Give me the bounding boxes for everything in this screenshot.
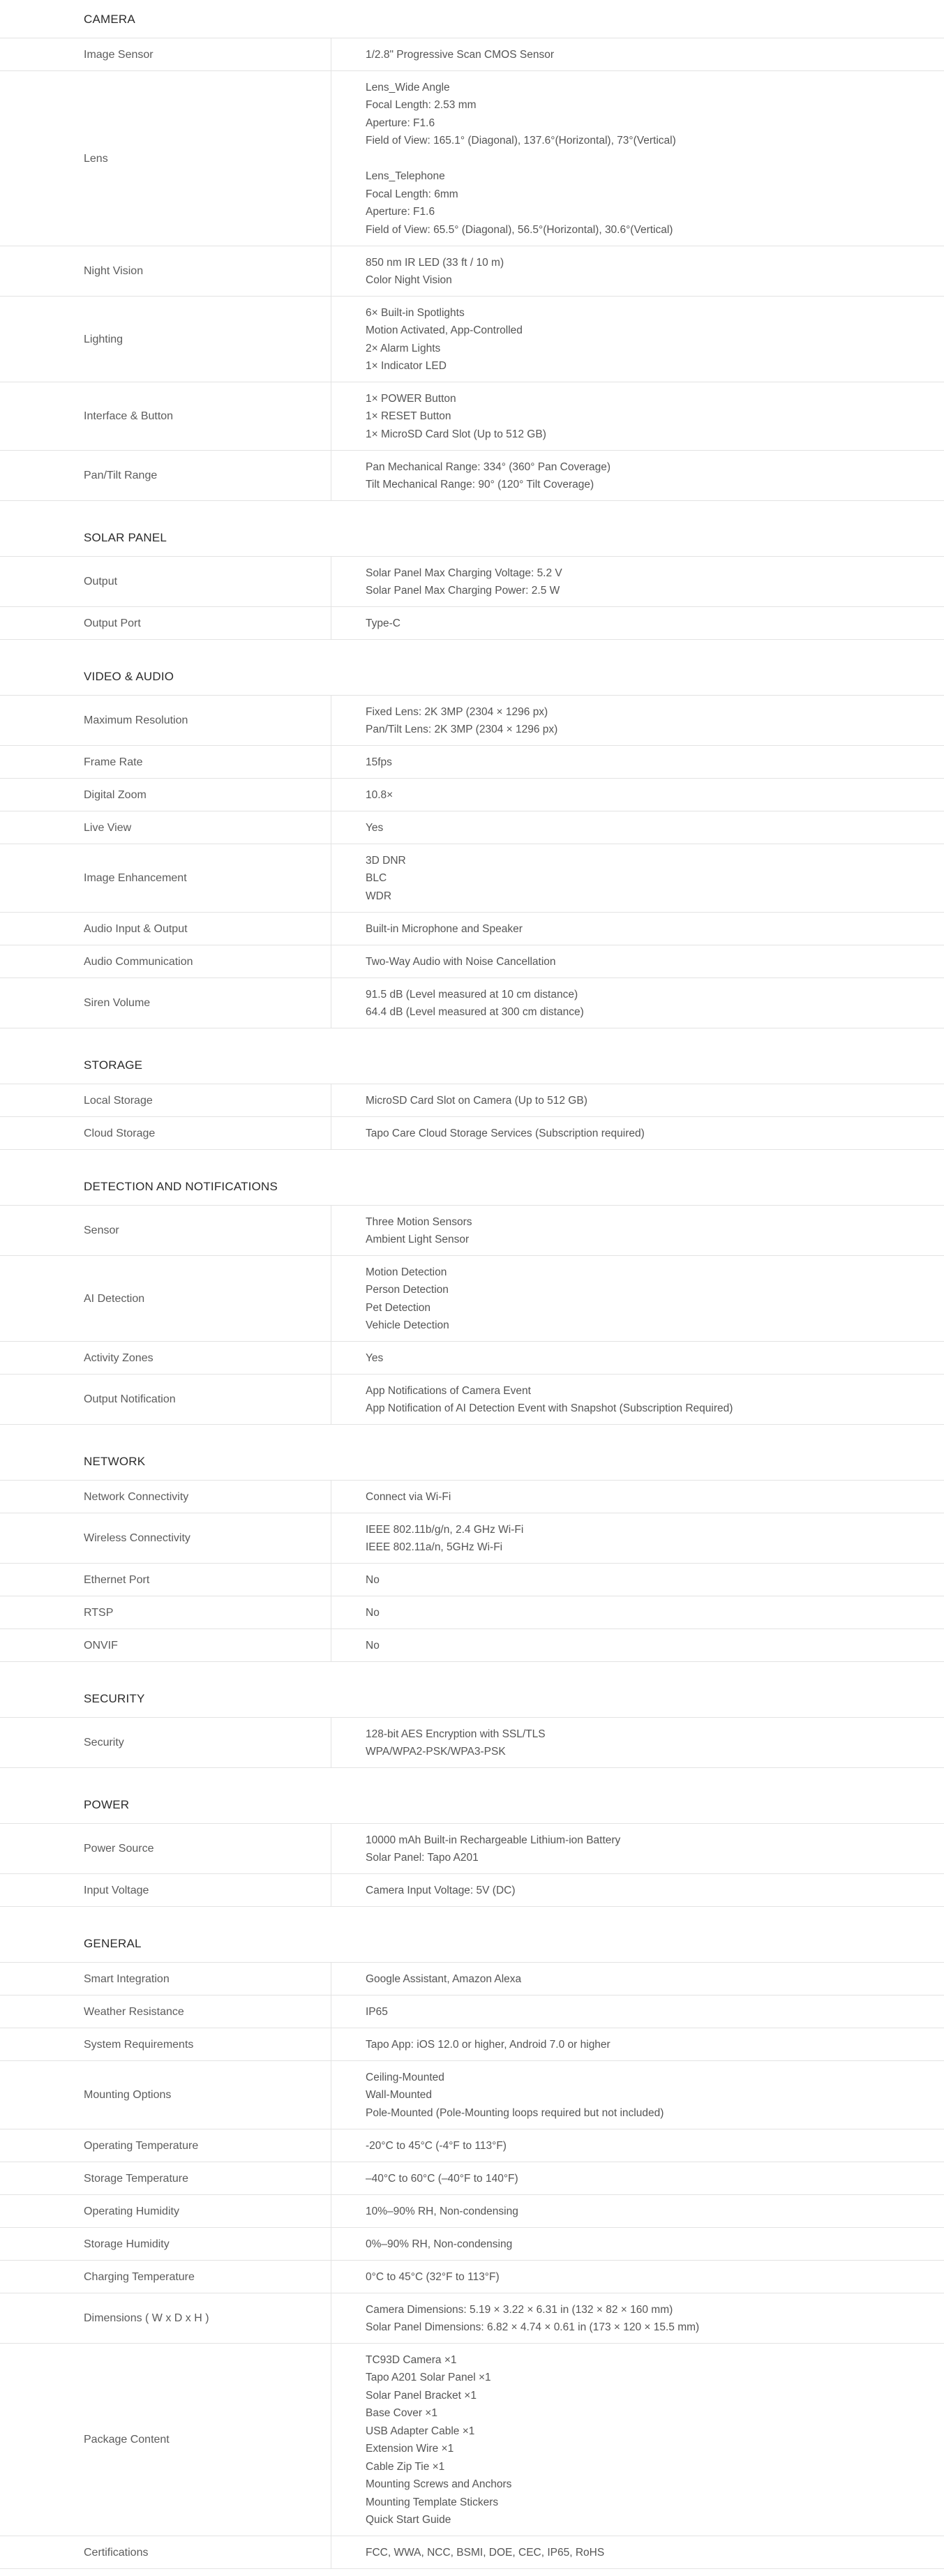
spec-label: Operating Temperature <box>84 2139 199 2152</box>
spec-label: Power Source <box>84 1843 154 1855</box>
spec-value-line: Focal Length: 6mm <box>366 188 458 200</box>
spec-value-line: IEEE 802.11b/g/n, 2.4 GHz Wi-Fi <box>366 1523 524 1536</box>
spec-value-line: 1× RESET Button <box>366 410 451 423</box>
section-header <box>0 640 944 696</box>
spec-value-line: TC93D Camera ×1 <box>366 2353 457 2366</box>
spec-value <box>366 2536 924 2569</box>
spec-value-line: USB Adapter Cable ×1 <box>366 2425 475 2437</box>
spec-value <box>366 1513 924 1564</box>
spec-value <box>366 1963 924 1995</box>
spec-value-line: Ambient Light Sensor <box>366 1234 470 1245</box>
spec-value <box>366 2162 924 2195</box>
spec-row <box>0 2028 944 2061</box>
spec-value-line: Three Motion Sensors <box>366 1215 472 1228</box>
section-header <box>0 1662 944 1718</box>
spec-row <box>0 2344 944 2536</box>
spec-label: Security <box>84 1737 124 1748</box>
spec-value-line: Two-Way Audio with Noise Cancellation <box>366 955 556 968</box>
spec-label: Sensor <box>84 1225 119 1236</box>
spec-row <box>0 945 944 978</box>
spec-value <box>366 2028 924 2061</box>
spec-value <box>366 2293 924 2344</box>
spec-label: Dimensions ( W x D x H ) <box>84 2312 209 2324</box>
spec-label: Audio Input & Output <box>84 922 188 935</box>
spec-value <box>366 1824 924 1874</box>
spec-row <box>0 1629 944 1662</box>
spec-value <box>366 1084 924 1117</box>
spec-value <box>366 696 924 746</box>
section-header <box>0 1425 944 1481</box>
spec-value <box>366 2129 924 2162</box>
spec-value-line: Color Night Vision <box>366 274 452 286</box>
spec-label: Input Voltage <box>84 1884 149 1896</box>
spec-row <box>0 607 944 640</box>
spec-label: Weather Resistance <box>84 2005 184 2018</box>
spec-value <box>366 779 924 811</box>
section-title: STORAGE <box>84 1058 143 1072</box>
spec-row <box>0 1375 944 1425</box>
spec-value <box>366 382 924 451</box>
spec-value-line: Base Cover ×1 <box>366 2407 437 2419</box>
spec-label: Digital Zoom <box>84 788 147 801</box>
spec-value-line: –40°C to 60°C (–40°F to 140°F) <box>366 2172 518 2185</box>
spec-row <box>0 1995 944 2028</box>
spec-row <box>0 1596 944 1629</box>
spec-value-line: Vehicle Detection <box>366 1319 449 1331</box>
spec-value-line: Fixed Lens: 2K 3MP (2304 × 1296 px) <box>366 705 548 718</box>
spec-value-line: 850 nm IR LED (33 ft / 10 m) <box>366 256 504 269</box>
spec-value-line: Tapo Care Cloud Storage Services (Subscription required) <box>366 1127 645 1139</box>
section-title: SOLAR PANEL <box>84 531 167 544</box>
spec-label: Operating Humidity <box>84 2205 179 2217</box>
spec-value-line: FCC, WWA, NCC, BSMI, DOE, CEC, IP65, RoHS <box>366 2546 605 2559</box>
spec-value-line: Focal Length: 2.53 mm <box>366 99 477 112</box>
section-header <box>0 0 944 38</box>
spec-value <box>366 1256 924 1342</box>
spec-value <box>366 1342 924 1375</box>
spec-row <box>0 2129 944 2162</box>
spec-value <box>366 1718 924 1768</box>
spec-value <box>366 978 924 1028</box>
spec-value <box>366 1564 924 1596</box>
spec-value <box>366 2228 924 2261</box>
spec-value-line: WDR <box>366 890 392 902</box>
spec-value <box>366 913 924 945</box>
spec-value-line: Field of View: 65.5° (Diagonal), 56.5°(Horizontal), 30.6°(Vertical) <box>366 223 673 236</box>
section-title: CAMERA <box>84 13 135 26</box>
spec-label: System Requirements <box>84 2038 194 2051</box>
spec-value-line: Tilt Mechanical Range: 90° (120° Tilt Coverage) <box>366 479 594 491</box>
spec-value-line: No <box>366 1639 380 1652</box>
spec-value-line: Mounting Screws and Anchors <box>366 2478 512 2490</box>
spec-value-line: Motion Activated, App-Controlled <box>366 324 523 336</box>
spec-value-line: Cable Zip Tie ×1 <box>366 2460 445 2473</box>
spec-label: Network Connectivity <box>84 1490 189 1503</box>
spec-row <box>0 913 944 945</box>
spec-row <box>0 1718 944 1768</box>
section-header <box>0 501 944 557</box>
spec-value <box>366 1874 924 1907</box>
spec-value <box>366 297 924 382</box>
spec-row <box>0 1824 944 1874</box>
spec-label: Activity Zones <box>84 1351 153 1364</box>
spec-row <box>0 2293 944 2344</box>
spec-value-line: Extension Wire ×1 <box>366 2443 454 2455</box>
spec-value-line: Motion Detection <box>366 1266 447 1278</box>
spec-row <box>0 2162 944 2195</box>
spec-label: Night Vision <box>84 265 144 277</box>
spec-value-line: Pan/Tilt Lens: 2K 3MP (2304 × 1296 px) <box>366 724 558 735</box>
section-title: NETWORK <box>84 1455 146 1468</box>
spec-row <box>0 71 944 246</box>
spec-label: Siren Volume <box>84 997 151 1009</box>
spec-value-line: 1× Indicator LED <box>366 360 447 372</box>
spec-value-line: Tapo A201 Solar Panel ×1 <box>366 2372 491 2383</box>
spec-label: ONVIF <box>84 1639 118 1652</box>
spec-value-line: No <box>366 1573 380 1586</box>
spec-value-line: 64.4 dB (Level measured at 300 cm distance) <box>366 1006 584 1018</box>
spec-value-line: WPA/WPA2-PSK/WPA3-PSK <box>366 1746 506 1758</box>
spec-value-line: Yes <box>366 1351 384 1364</box>
spec-value-line: Tapo App: iOS 12.0 or higher, Android 7.0 or higher <box>366 2038 610 2051</box>
spec-value-line: 1× MicroSD Card Slot (Up to 512 GB) <box>366 428 546 440</box>
spec-value <box>366 2344 924 2536</box>
spec-value <box>366 607 924 640</box>
spec-label: Output <box>84 576 118 587</box>
spec-value-line: 3D DNR <box>366 854 406 867</box>
spec-value-line: Lens_Wide Angle <box>366 81 450 93</box>
spec-value-line: Ceiling-Mounted <box>366 2071 444 2083</box>
spec-row <box>0 1564 944 1596</box>
spec-value <box>366 1596 924 1629</box>
spec-label: RTSP <box>84 1606 114 1619</box>
spec-value-line: Quick Start Guide <box>366 2514 451 2526</box>
spec-value-line: No <box>366 1606 380 1619</box>
spec-value <box>366 38 924 71</box>
spec-row <box>0 2536 944 2569</box>
spec-row <box>0 1342 944 1375</box>
spec-row <box>0 382 944 451</box>
spec-value-line: 128-bit AES Encryption with SSL/TLS <box>366 1728 546 1740</box>
spec-row <box>0 451 944 501</box>
spec-value-line: Pole-Mounted (Pole-Mounting loops required but not included) <box>366 2106 664 2119</box>
spec-label: Ethernet Port <box>84 1573 150 1586</box>
spec-label: Local Storage <box>84 1094 153 1107</box>
spec-value-line: Pan Mechanical Range: 334° (360° Pan Coverage) <box>366 460 611 473</box>
spec-label: Lens <box>84 152 108 165</box>
spec-value-line: Aperture: F1.6 <box>366 117 435 129</box>
spec-value-line: IEEE 802.11a/n, 5GHz Wi-Fi <box>366 1541 503 1553</box>
spec-value-line: Type-C <box>366 617 400 629</box>
section-title: DETECTION AND NOTIFICATIONS <box>84 1180 278 1193</box>
spec-value <box>366 246 924 297</box>
section-header <box>0 1028 944 1084</box>
spec-label: Image Sensor <box>84 48 153 61</box>
section-header <box>0 1907 944 1963</box>
spec-label: Pan/Tilt Range <box>84 470 158 481</box>
spec-value-line: Solar Panel: Tapo A201 <box>366 1852 479 1864</box>
spec-value-line: Camera Input Voltage: 5V (DC) <box>366 1884 516 1896</box>
spec-label: AI Detection <box>84 1292 145 1305</box>
spec-value-line: Mounting Template Stickers <box>366 2496 499 2508</box>
spec-value <box>366 557 924 607</box>
spec-value <box>366 71 924 246</box>
spec-value <box>366 2261 924 2293</box>
spec-value-line: Solar Panel Max Charging Voltage: 5.2 V <box>366 567 562 579</box>
spec-value-line: 0%–90% RH, Non-condensing <box>366 2238 513 2250</box>
spec-value-line: 10000 mAh Built-in Rechargeable Lithium-ion Battery <box>366 1834 621 1846</box>
spec-label: Frame Rate <box>84 756 143 768</box>
section-title: SECURITY <box>84 1692 145 1705</box>
spec-label: Output Port <box>84 617 141 629</box>
spec-row <box>0 844 944 913</box>
spec-row <box>0 1513 944 1564</box>
spec-value <box>366 1629 924 1662</box>
spec-value <box>366 2061 924 2129</box>
spec-value <box>366 1375 924 1425</box>
spec-value-line: Pet Detection <box>366 1301 431 1314</box>
spec-value-line: 0°C to 45°C (32°F to 113°F) <box>366 2270 500 2283</box>
spec-row <box>0 557 944 607</box>
spec-value <box>366 451 924 501</box>
spec-label: Live View <box>84 821 132 834</box>
spec-value <box>366 1117 924 1150</box>
spec-label: Audio Communication <box>84 955 193 968</box>
spec-value-line: App Notifications of Camera Event <box>366 1384 531 1397</box>
spec-value-line: 91.5 dB (Level measured at 10 cm distance) <box>366 988 578 1001</box>
spec-row <box>0 2228 944 2261</box>
spec-value-line: -20°C to 45°C (-4°F to 113°F) <box>366 2139 507 2152</box>
spec-value-line: Field of View: 165.1° (Diagonal), 137.6°(Horizontal), 73°(Vertical) <box>366 135 676 147</box>
spec-value-line: Google Assistant, Amazon Alexa <box>366 1972 522 1985</box>
spec-value-line: 6× Built-in Spotlights <box>366 306 465 319</box>
spec-row <box>0 696 944 746</box>
spec-value-line: Aperture: F1.6 <box>366 206 435 218</box>
spec-row <box>0 746 944 779</box>
spec-row <box>0 1117 944 1150</box>
spec-value-line: Lens_Telephone <box>366 170 445 183</box>
spec-value-line: 15fps <box>366 756 392 768</box>
spec-row <box>0 1481 944 1513</box>
spec-value-line: Solar Panel Max Charging Power: 2.5 W <box>366 585 560 597</box>
spec-value-line: Built-in Microphone and Speaker <box>366 922 523 935</box>
spec-value <box>366 1995 924 2028</box>
spec-value-line: Connect via Wi-Fi <box>366 1490 451 1503</box>
spec-label: Lighting <box>84 333 123 345</box>
spec-label: Package Content <box>84 2434 170 2446</box>
spec-value <box>366 2195 924 2228</box>
spec-value-line: BLC <box>366 872 387 885</box>
spec-row <box>0 1084 944 1117</box>
section-title: VIDEO & AUDIO <box>84 670 174 683</box>
spec-value-line: Camera Dimensions: 5.19 × 3.22 × 6.31 in (132 × 82 × 160 mm) <box>366 2303 673 2316</box>
spec-row <box>0 2195 944 2228</box>
spec-label: Mounting Options <box>84 2089 172 2101</box>
spec-value-line <box>366 150 924 168</box>
spec-value-line: 1× POWER Button <box>366 392 456 405</box>
section-header <box>0 1150 944 1206</box>
section-title: GENERAL <box>84 1937 142 1950</box>
spec-value <box>366 1206 924 1256</box>
spec-label: Storage Temperature <box>84 2172 189 2185</box>
spec-row <box>0 38 944 71</box>
spec-value-line: 10.8× <box>366 788 394 801</box>
spec-value-line: 1/2.8" Progressive Scan CMOS Sensor <box>366 48 554 61</box>
spec-value-line: Solar Panel Bracket ×1 <box>366 2389 477 2402</box>
spec-row <box>0 246 944 297</box>
spec-label: Charging Temperature <box>84 2270 195 2283</box>
spec-label: Wireless Connectivity <box>84 1532 190 1544</box>
spec-label: Certifications <box>84 2546 149 2559</box>
section-title: POWER <box>84 1798 130 1811</box>
spec-value-line: Yes <box>366 821 384 834</box>
spec-label: Storage Humidity <box>84 2238 170 2250</box>
spec-row <box>0 1256 944 1342</box>
spec-row <box>0 2261 944 2293</box>
spec-value-line: Wall-Mounted <box>366 2089 433 2102</box>
spec-value-line: 2× Alarm Lights <box>366 342 441 354</box>
spec-value-line: 10%–90% RH, Non-condensing <box>366 2205 518 2217</box>
spec-row <box>0 779 944 811</box>
spec-value-line: IP65 <box>366 2005 388 2018</box>
spec-value <box>366 811 924 844</box>
spec-row <box>0 1963 944 1995</box>
spec-value-line: Person Detection <box>366 1284 449 1296</box>
spec-label: Image Enhancement <box>84 872 187 884</box>
section-header <box>0 1768 944 1824</box>
spec-row <box>0 978 944 1028</box>
spec-value <box>366 844 924 913</box>
spec-label: Maximum Resolution <box>84 714 188 726</box>
spec-label: Cloud Storage <box>84 1127 156 1139</box>
spec-label: Smart Integration <box>84 1972 170 1985</box>
spec-row <box>0 1206 944 1256</box>
spec-value-line: App Notification of AI Detection Event with Snapshot (Subscription Required) <box>366 1402 733 1414</box>
spec-value-line: Solar Panel Dimensions: 6.82 × 4.74 × 0.61 in (173 × 120 × 15.5 mm) <box>366 2321 700 2333</box>
spec-row <box>0 1874 944 1907</box>
spec-value <box>366 1481 924 1513</box>
spec-label: Interface & Button <box>84 410 174 422</box>
spec-value-line: MicroSD Card Slot on Camera (Up to 512 GB) <box>366 1094 587 1107</box>
spec-label: Output Notification <box>84 1393 176 1405</box>
spec-row <box>0 2061 944 2129</box>
spec-row <box>0 811 944 844</box>
spec-row <box>0 297 944 382</box>
spec-value <box>366 945 924 978</box>
spec-value <box>366 746 924 779</box>
